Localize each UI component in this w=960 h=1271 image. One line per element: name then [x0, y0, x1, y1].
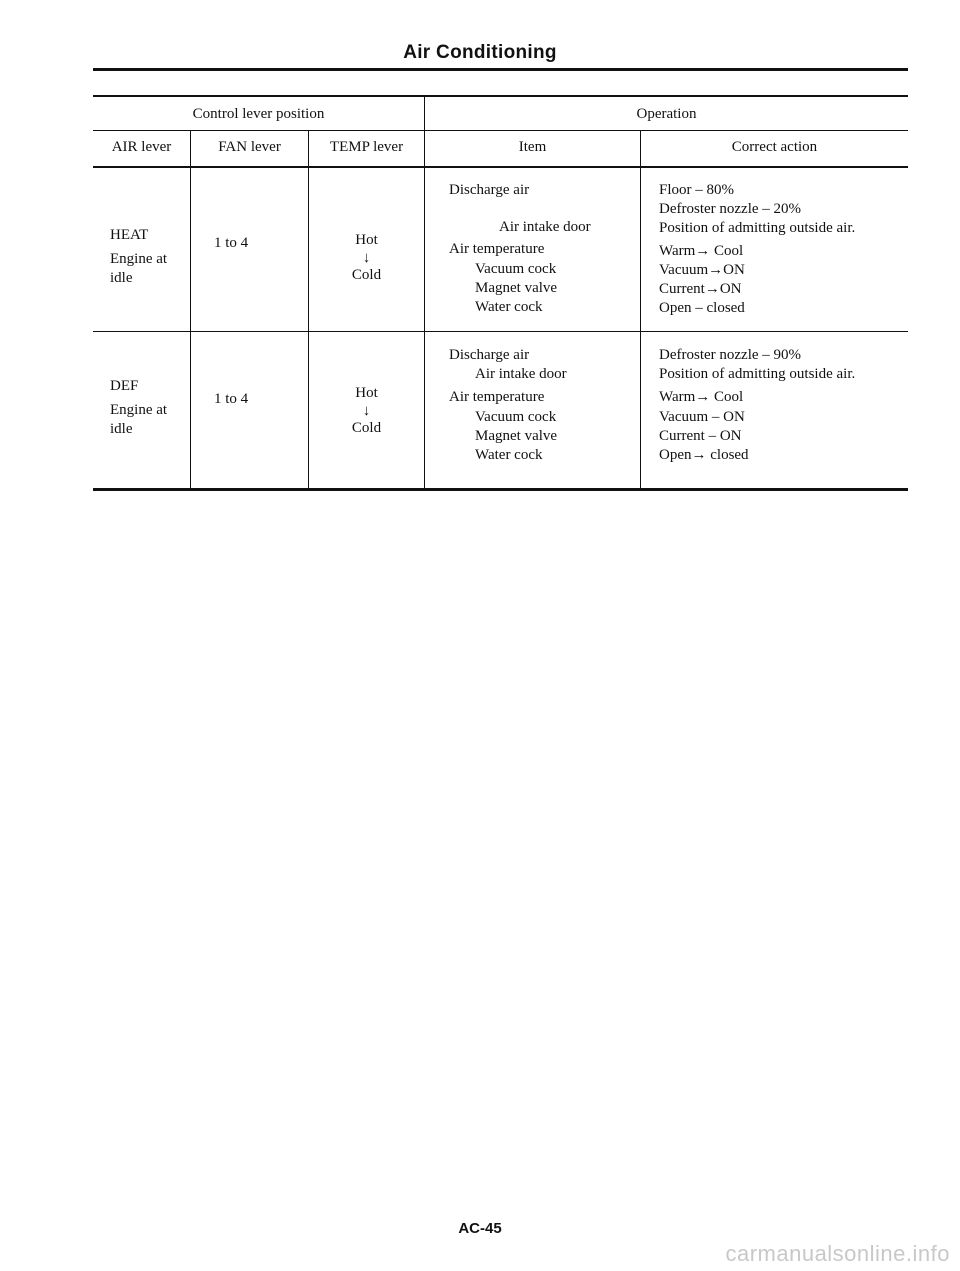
temp-from: Hot	[355, 385, 378, 401]
table-subheader-rule	[93, 130, 908, 131]
temp-lever-header: TEMP lever	[329, 139, 404, 155]
fan-lever-value: 1 to 4	[214, 391, 249, 407]
action-text: Vacuum→ON	[659, 261, 745, 278]
item-text	[449, 200, 591, 218]
temp-lever-cell	[309, 231, 424, 285]
watermark: carmanualsonline.info	[725, 1241, 950, 1266]
item-text: Air intake door	[499, 219, 591, 236]
action-text: Warm→ Cool	[659, 242, 744, 259]
action-text: Warm→ Cool	[659, 389, 744, 406]
action-text: Position of admitting outside air.	[659, 366, 856, 383]
column-divider	[190, 131, 191, 489]
action-text: Open→ closed	[659, 446, 749, 463]
temp-from: Hot	[355, 232, 378, 248]
item-text: Air temperature	[449, 389, 545, 406]
operation-header: Operation	[636, 106, 697, 122]
correct-action-header: Correct action	[731, 139, 818, 155]
table-bottom-rule	[93, 488, 908, 491]
item-list	[449, 181, 591, 317]
fan-lever-value: 1 to 4	[214, 235, 249, 251]
action-text: Open – closed	[659, 300, 745, 317]
item-header: Item	[518, 139, 547, 155]
action-list	[659, 346, 855, 465]
action-text: Current→ON	[659, 280, 742, 297]
item-text: Magnet valve	[475, 279, 558, 296]
item-text: Vacuum cock	[475, 260, 557, 277]
page-number: AC-45	[458, 1220, 502, 1237]
item-text: Water cock	[475, 446, 543, 463]
air-lever-note: idle	[110, 421, 133, 438]
control-lever-header: Control lever position	[192, 106, 325, 122]
item-text: Discharge air	[449, 347, 530, 363]
arrow-down-icon: ↓	[362, 403, 371, 420]
table-row-divider	[93, 331, 908, 332]
action-text: Vacuum – ON	[659, 408, 745, 425]
temp-lever-cell	[309, 384, 424, 438]
item-text: Air temperature	[449, 241, 545, 258]
temp-to: Cold	[351, 420, 382, 437]
header-rule	[93, 68, 908, 71]
air-lever-cell	[110, 377, 167, 440]
air-lever-cell	[110, 226, 167, 289]
temp-to: Cold	[351, 267, 382, 284]
item-text: Magnet valve	[475, 427, 558, 444]
table-header-rule	[93, 166, 908, 168]
item-text: Vacuum cock	[475, 408, 557, 425]
action-text: Floor – 80%	[659, 182, 734, 198]
air-lever-note: idle	[110, 270, 133, 287]
action-text: Defroster nozzle – 20%	[659, 201, 802, 218]
fan-lever-header: FAN lever	[218, 139, 281, 155]
column-divider	[640, 131, 641, 489]
item-text: Air intake door	[475, 366, 567, 383]
action-text: Position of admitting outside air.	[659, 220, 856, 237]
item-text: Discharge air	[449, 182, 530, 198]
table-top-rule	[93, 95, 908, 97]
air-lever-note: Engine at	[110, 251, 168, 268]
action-list	[659, 181, 855, 318]
air-lever-header: AIR lever	[111, 139, 172, 155]
item-list	[449, 346, 567, 465]
page-title: Air Conditioning	[403, 42, 557, 63]
air-lever-value: DEF	[110, 378, 139, 394]
air-lever-value: HEAT	[110, 227, 149, 243]
air-lever-note: Engine at	[110, 402, 168, 419]
arrow-down-icon: ↓	[362, 250, 371, 267]
action-text: Defroster nozzle – 90%	[659, 347, 802, 363]
item-text: Water cock	[475, 298, 543, 315]
action-text: Current – ON	[659, 427, 742, 444]
